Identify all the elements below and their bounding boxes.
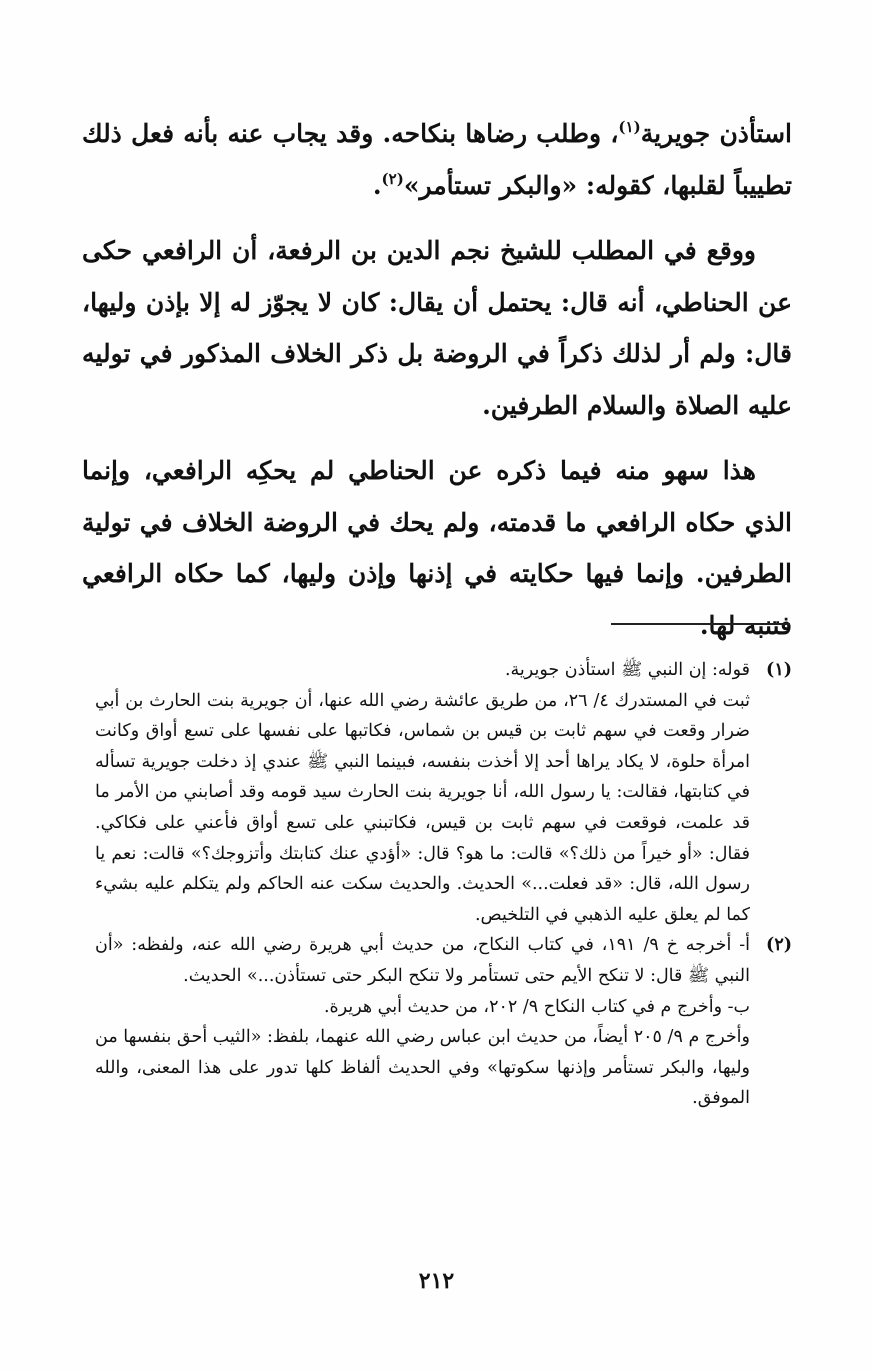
page-number: ٢١٢ — [418, 1268, 455, 1294]
paragraph-1-tail: ، وطلب رضاها بنكاحه. وقد يجاب عنه بأنه فعل ذلك تطييباً لقلبها، كقوله: «والبكر تستأمر» — [82, 119, 792, 200]
footnote-2 — [95, 930, 792, 1114]
footnote-line: أ- أخرجه خ ٩/ ١٩١، في كتاب النكاح، من حديث أبي هريرة رضي الله عنه، ولفظه: «أن النبي ﷺ قال: لا تنكح الأيم حتى تستأمر ولا تنكح البكر حتى تستأذن...» الحديث. — [95, 935, 750, 986]
footnotes — [95, 655, 792, 1114]
footnote-number: (٢) — [766, 935, 792, 956]
footnote-line: قوله: إن النبي ﷺ استأذن جويرية. — [504, 660, 750, 680]
footnote-ref-1[interactable]: (١) — [618, 118, 641, 136]
footnote-separator — [611, 623, 790, 625]
paragraph-3: هذا سهو منه فيما ذكره عن الحناطي لم يحكِه الرافعي، وإنما الذي حكاه الرافعي ما قدمته، ولم يحك في الروضة الخلاف في تولية الطرفين. وإنما فيها حكايته في إذنها وإذن وليها، كما حكاه الرافعي فتنبه لها. — [82, 456, 792, 640]
main-text — [82, 108, 792, 651]
footnote-line: ب- وأخرج م في كتاب النكاح ٩/ ٢٠٢، من حديث أبي هريرة. — [323, 996, 750, 1017]
footnote-line: ثبت في المستدرك ٤/ ٢٦، من طريق عائشة رضي الله عنها، أن جويرية بنت الحارث بن أبي ضرار وقعت في سهم ثابت بن قيس بن شماس، فكاتبها على نفسها على تسع أواق وكانت امرأة حلوة، لا يكاد يراها أحد إلا أخذت بنفسه، فبينما النبي ﷺ عندي إذ دخلت جويرية تسأله في كتابتها، فقالت: يا رسول الله، أنا جويرية بنت الحارث سيد قومه وقد أصابني من الأمر ما قد علمت، فوقعت في سهم ثابت بن قيس، فكاتبني على تسع أواق فأعني على فكاكي. فقال: «أو خيراً من ذلك؟» قالت: ما هو؟ قال: «أؤدي عنك كتابتك وأتزوجك؟» قالت: نعم يا رسول الله، قال: «قد فعلت...» الحديث. والحديث سكت عنه الحاكم ولم يتكلم عليه بشيء كما لم يعلق عليه الذهبي في التلخيص. — [95, 690, 750, 925]
paragraph-1-text: استأذن جويرية — [640, 119, 792, 148]
footnote-line: وأخرج م ٩/ ٢٠٥ أيضاً، من حديث ابن عباس رضي الله عنهما، بلفظ: «الثيب أحق بنفسها من وليها، والبكر تستأمر وإذنها سكوتها» وفي الحديث ألفاظ كلها تدور على هذا المعنى، والله الموفق. — [95, 1027, 750, 1109]
footnote-number: (١) — [766, 660, 792, 680]
footnote-ref-2[interactable]: (٢) — [381, 169, 404, 188]
footnote-1 — [95, 655, 792, 930]
paragraph-1-end: . — [372, 170, 382, 200]
paragraph-2: ووقع في المطلب للشيخ نجم الدين بن الرفعة، أن الرافعي حكى عن الحناطي، أنه قال: يحتمل أن يقال: كان لا يجوّز له إلا بإذن وليها، قال: ولم أر لذلك ذكراً في الروضة بل ذكر الخلاف المذكور في توليه عليه الصلاة والسلام الطرفين. — [82, 236, 792, 420]
paragraph-1 — [82, 108, 792, 211]
